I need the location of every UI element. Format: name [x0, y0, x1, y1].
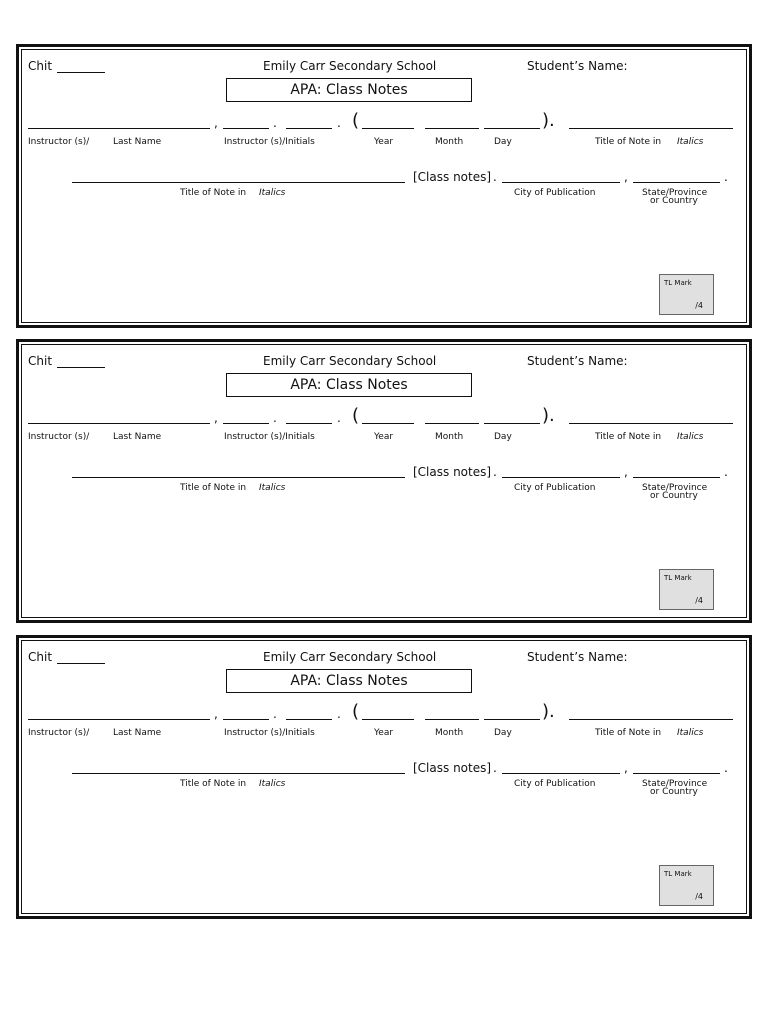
year-label: Year — [374, 728, 394, 738]
period-separator: . — [337, 116, 341, 130]
initials-label: Instructor (s)/Initials — [224, 137, 315, 147]
state-field[interactable] — [633, 182, 720, 183]
initials-label: Instructor (s)/Initials — [224, 728, 315, 738]
chit-label: Chit — [28, 354, 53, 368]
comma-separator: , — [624, 761, 628, 775]
period-separator: . — [273, 116, 277, 130]
year-field[interactable] — [362, 128, 414, 129]
state-field[interactable] — [633, 477, 720, 478]
month-label: Month — [435, 728, 464, 738]
country-label: or Country — [650, 491, 698, 501]
chit-number-field[interactable] — [57, 367, 105, 368]
mark-value: /4 — [695, 596, 703, 605]
year-label: Year — [374, 432, 394, 442]
teacher-mark-box[interactable] — [659, 865, 714, 906]
mark-label: TL Mark — [664, 279, 692, 287]
school-name: Emily Carr Secondary School — [263, 59, 437, 73]
close-paren: ). — [542, 110, 555, 131]
period-separator: . — [493, 465, 497, 479]
comma-separator: , — [624, 465, 628, 479]
teacher-mark-box[interactable] — [659, 569, 714, 610]
open-paren: ( — [352, 110, 360, 131]
italics-label: Italics — [259, 483, 286, 493]
title-of-note-label: Title of Note in — [595, 137, 662, 147]
year-field[interactable] — [362, 719, 414, 720]
chit-form — [16, 635, 752, 919]
period-separator: . — [273, 411, 277, 425]
city-field[interactable] — [502, 477, 620, 478]
last-name-label: Last Name — [113, 432, 162, 442]
city-field[interactable] — [502, 182, 620, 183]
instructor-last-name-field[interactable] — [28, 128, 210, 129]
day-label: Day — [494, 137, 512, 147]
day-label: Day — [494, 728, 512, 738]
city-label: City of Publication — [514, 188, 596, 198]
month-label: Month — [435, 137, 464, 147]
period-separator: . — [493, 170, 497, 184]
year-field[interactable] — [362, 423, 414, 424]
initials-field-2[interactable] — [286, 719, 332, 720]
school-name: Emily Carr Secondary School — [263, 650, 437, 664]
comma-separator: , — [214, 411, 218, 425]
open-paren: ( — [352, 405, 360, 426]
close-paren: ). — [542, 701, 555, 722]
class-notes-label: [Class notes] — [413, 761, 492, 775]
state-label: State/Province — [642, 483, 708, 493]
italics-label: Italics — [259, 779, 286, 789]
form-title: APA: Class Notes — [226, 78, 472, 102]
italics-label: Italics — [677, 432, 704, 442]
day-field[interactable] — [484, 719, 540, 720]
title-of-note-field[interactable] — [569, 719, 733, 720]
italics-label: Italics — [677, 137, 704, 147]
chit-label: Chit — [28, 59, 53, 73]
city-label: City of Publication — [514, 483, 596, 493]
day-field[interactable] — [484, 128, 540, 129]
last-name-label: Last Name — [113, 137, 162, 147]
open-paren: ( — [352, 701, 360, 722]
chit-number-field[interactable] — [57, 72, 105, 73]
instructor-label: Instructor (s)/ — [28, 432, 90, 442]
class-notes-label: [Class notes] — [413, 465, 492, 479]
chit-border — [21, 640, 747, 914]
last-name-label: Last Name — [113, 728, 162, 738]
title-of-note-label: Title of Note in — [595, 728, 662, 738]
title-of-note-label: Title of Note in — [180, 188, 247, 198]
city-label: City of Publication — [514, 779, 596, 789]
student-name-label: Student’s Name: — [527, 354, 628, 368]
italics-label: Italics — [677, 728, 704, 738]
period-separator: . — [724, 761, 728, 775]
mark-label: TL Mark — [664, 870, 692, 878]
day-field[interactable] — [484, 423, 540, 424]
city-field[interactable] — [502, 773, 620, 774]
close-paren: ). — [542, 405, 555, 426]
comma-separator: , — [214, 707, 218, 721]
title-of-note-line[interactable] — [72, 182, 405, 183]
mark-value: /4 — [695, 892, 703, 901]
instructor-last-name-field[interactable] — [28, 423, 210, 424]
chit-border — [21, 49, 747, 323]
year-label: Year — [374, 137, 394, 147]
instructor-last-name-field[interactable] — [28, 719, 210, 720]
comma-separator: , — [624, 170, 628, 184]
chit-form — [16, 44, 752, 328]
title-of-note-label: Title of Note in — [595, 432, 662, 442]
title-of-note-label: Title of Note in — [180, 779, 247, 789]
period-separator: . — [273, 707, 277, 721]
initials-field-2[interactable] — [286, 128, 332, 129]
period-separator: . — [337, 707, 341, 721]
italics-label: Italics — [259, 188, 286, 198]
initials-label: Instructor (s)/Initials — [224, 432, 315, 442]
instructor-label: Instructor (s)/ — [28, 728, 90, 738]
month-field[interactable] — [425, 128, 479, 129]
chit-number-field[interactable] — [57, 663, 105, 664]
title-of-note-field[interactable] — [569, 423, 733, 424]
state-label: State/Province — [642, 779, 708, 789]
period-separator: . — [724, 465, 728, 479]
state-field[interactable] — [633, 773, 720, 774]
teacher-mark-box[interactable] — [659, 274, 714, 315]
student-name-label: Student’s Name: — [527, 59, 628, 73]
initials-field-1[interactable] — [223, 719, 269, 720]
day-label: Day — [494, 432, 512, 442]
title-of-note-line[interactable] — [72, 477, 405, 478]
school-name: Emily Carr Secondary School — [263, 354, 437, 368]
chit-form — [16, 339, 752, 623]
month-label: Month — [435, 432, 464, 442]
period-separator: . — [337, 411, 341, 425]
comma-separator: , — [214, 116, 218, 130]
title-of-note-label: Title of Note in — [180, 483, 247, 493]
initials-field-1[interactable] — [223, 423, 269, 424]
mark-value: /4 — [695, 301, 703, 310]
country-label: or Country — [650, 196, 698, 206]
month-field[interactable] — [425, 423, 479, 424]
form-title: APA: Class Notes — [226, 669, 472, 693]
title-of-note-line[interactable] — [72, 773, 405, 774]
initials-field-2[interactable] — [286, 423, 332, 424]
chit-border — [21, 344, 747, 618]
class-notes-label: [Class notes] — [413, 170, 492, 184]
chit-label: Chit — [28, 650, 53, 664]
initials-field-1[interactable] — [223, 128, 269, 129]
mark-label: TL Mark — [664, 574, 692, 582]
state-label: State/Province — [642, 188, 708, 198]
month-field[interactable] — [425, 719, 479, 720]
period-separator: . — [493, 761, 497, 775]
instructor-label: Instructor (s)/ — [28, 137, 90, 147]
period-separator: . — [724, 170, 728, 184]
student-name-label: Student’s Name: — [527, 650, 628, 664]
country-label: or Country — [650, 787, 698, 797]
form-title: APA: Class Notes — [226, 373, 472, 397]
title-of-note-field[interactable] — [569, 128, 733, 129]
